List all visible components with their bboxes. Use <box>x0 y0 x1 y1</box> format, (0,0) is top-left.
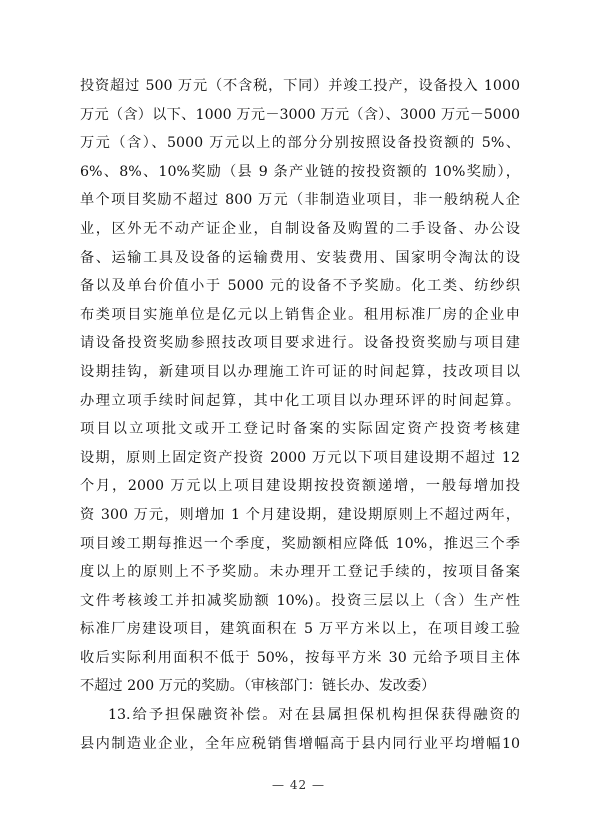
text-line: 不超过 200 万元的奖励。（审核部门：链长办、发改委） <box>80 678 436 695</box>
text-line: 县内制造业企业，全年应税销售增幅高于县内同行业平均增幅10 <box>80 735 520 752</box>
text-line: 万元（含）以下、1000 万元－3000 万元（含）、3000 万元－5000 <box>80 106 520 123</box>
text-line: 个月，2000 万元以上项目建设期按投资额递增，一般每增加投 <box>80 478 520 495</box>
text-line: 布类项目实施单位是亿元以上销售企业。租用标准厂房的企业申 <box>80 306 520 323</box>
text-line: 投资超过 500 万元（不含税，下同）并竣工投产，设备投入 1000 <box>80 78 520 94</box>
text-line: 业，区外无不动产证企业，自制设备及购置的二手设备、办公设 <box>80 220 520 237</box>
text-line: 6%、8%、10%奖励（县 9 条产业链的按投资额的 10%奖励）， <box>80 163 520 180</box>
document-body <box>80 72 520 758</box>
text-line: 备、运输工具及设备的运输费用、安装费用、国家明令淘汰的设 <box>80 249 520 266</box>
text-line: 项目竣工期每推迟一个季度，奖励额相应降低 10%，推迟三个季 <box>80 535 520 552</box>
text-line: 标准厂房建设项目，建筑面积在 5 万平方米以上，在项目竣工验 <box>80 621 520 638</box>
text-line: 度以上的原则上不予奖励。未办理开工登记手续的，按项目备案 <box>80 564 520 581</box>
text-line: 请设备投资奖励参照技改项目要求进行。设备投资奖励与项目建 <box>80 335 520 352</box>
section-heading-line: 13.给予担保融资补偿。对在县属担保机构担保获得融资的 <box>108 707 520 724</box>
text-line: 备以及单台价值小于 5000 元的设备不予奖励。化工类、纺纱织 <box>80 278 520 295</box>
text-line: 项目以立项批文或开工登记时备案的实际固定资产投资考核建 <box>80 421 520 438</box>
text-line: 设期挂钩，新建项目以办理施工许可证的时间起算，技改项目以 <box>80 363 520 380</box>
text-line: 收后实际利用面积不低于 50%，按每平方米 30 元给予项目主体 <box>80 649 520 666</box>
text-line: 文件考核竣工并扣减奖励额 10%)。投资三层以上（含）生产性 <box>80 592 520 609</box>
text-line: 设期，原则上固定资产投资 2000 万元以下项目建设期不超过 12 <box>80 449 520 466</box>
text-line: 办理立项手续时间起算，其中化工项目以办理环评的时间起算。 <box>80 392 520 409</box>
page-number: — 42 — <box>272 778 325 792</box>
text-line: 单个项目奖励不超过 800 万元（非制造业项目，非一般纳税人企 <box>80 192 520 209</box>
text-line: 资 300 万元，则增加 1 个月建设期，建设期原则上不超过两年， <box>80 506 520 523</box>
text-line: 万元（含）、5000 万元以上的部分分别按照设备投资额的 5%、 <box>80 135 520 152</box>
